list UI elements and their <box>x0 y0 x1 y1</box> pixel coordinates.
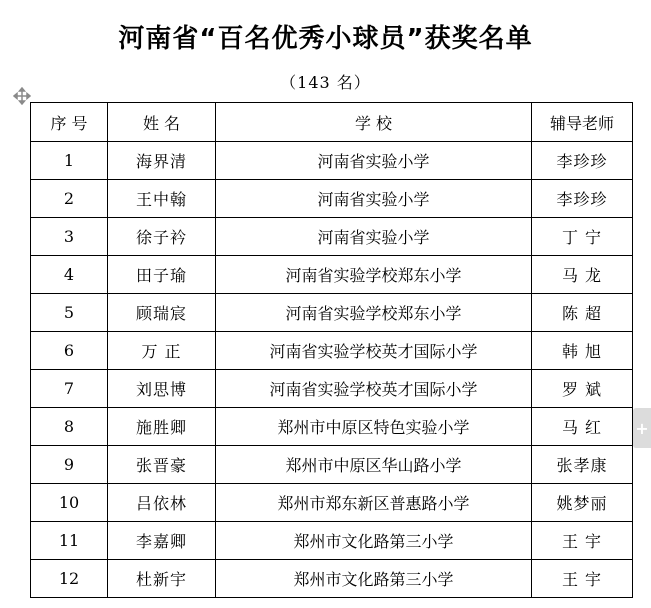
student-name: 海界清 <box>108 142 216 180</box>
row-number: 2 <box>31 180 108 218</box>
table-row <box>31 560 633 598</box>
teacher-name: 陈 超 <box>532 294 633 332</box>
student-name: 李嘉卿 <box>108 522 216 560</box>
row-number: 11 <box>31 522 108 560</box>
header-teacher: 辅导老师 <box>532 103 633 142</box>
student-name: 施胜卿 <box>108 408 216 446</box>
student-name: 杜新宇 <box>108 560 216 598</box>
school-name: 河南省实验小学 <box>216 218 532 256</box>
school-name: 郑州市中原区特色实验小学 <box>216 408 532 446</box>
table-row <box>31 218 633 256</box>
teacher-name: 姚梦丽 <box>532 484 633 522</box>
table-row <box>31 446 633 484</box>
table-row <box>31 484 633 522</box>
table-row <box>31 294 633 332</box>
row-number: 12 <box>31 560 108 598</box>
student-name: 田子瑜 <box>108 256 216 294</box>
side-expand-button[interactable] <box>633 408 651 448</box>
school-name: 郑州市郑东新区普惠路小学 <box>216 484 532 522</box>
teacher-name: 李珍珍 <box>532 180 633 218</box>
student-name: 张晋豪 <box>108 446 216 484</box>
school-name: 河南省实验小学 <box>216 142 532 180</box>
student-name: 刘思博 <box>108 370 216 408</box>
school-name: 河南省实验学校郑东小学 <box>216 256 532 294</box>
row-number: 3 <box>31 218 108 256</box>
row-number: 6 <box>31 332 108 370</box>
table-row <box>31 142 633 180</box>
student-name: 吕依林 <box>108 484 216 522</box>
student-name: 万 正 <box>108 332 216 370</box>
teacher-name: 王 宇 <box>532 560 633 598</box>
school-name: 河南省实验学校郑东小学 <box>216 294 532 332</box>
teacher-name: 韩 旭 <box>532 332 633 370</box>
row-number: 7 <box>31 370 108 408</box>
table-row <box>31 408 633 446</box>
table-row <box>31 370 633 408</box>
row-number: 1 <box>31 142 108 180</box>
student-name: 王中翰 <box>108 180 216 218</box>
school-name: 郑州市文化路第三小学 <box>216 522 532 560</box>
teacher-name: 张孝康 <box>532 446 633 484</box>
student-name: 顾瑞宸 <box>108 294 216 332</box>
table-row <box>31 180 633 218</box>
table-row <box>31 332 633 370</box>
teacher-name: 马 龙 <box>532 256 633 294</box>
document-title: 河南省“百名优秀小球员”获奖名单 <box>118 24 533 54</box>
teacher-name: 丁 宁 <box>532 218 633 256</box>
row-number: 5 <box>31 294 108 332</box>
table-header-row <box>31 103 633 142</box>
school-name: 河南省实验小学 <box>216 180 532 218</box>
row-number: 4 <box>31 256 108 294</box>
row-number: 9 <box>31 446 108 484</box>
header-number: 序 号 <box>31 103 108 142</box>
school-name: 河南省实验学校英才国际小学 <box>216 332 532 370</box>
header-school: 学 校 <box>216 103 532 142</box>
header-name: 姓 名 <box>108 103 216 142</box>
teacher-name: 王 宇 <box>532 522 633 560</box>
plus-icon: + <box>635 418 649 438</box>
table-row <box>31 256 633 294</box>
row-number: 8 <box>31 408 108 446</box>
document-subtitle: （143 名） <box>280 73 371 92</box>
table-move-handle-icon[interactable] <box>13 87 31 105</box>
school-name: 河南省实验学校英才国际小学 <box>216 370 532 408</box>
school-name: 郑州市中原区华山路小学 <box>216 446 532 484</box>
award-list-table <box>30 102 633 598</box>
teacher-name: 马 红 <box>532 408 633 446</box>
teacher-name: 李珍珍 <box>532 142 633 180</box>
student-name: 徐子衿 <box>108 218 216 256</box>
row-number: 10 <box>31 484 108 522</box>
teacher-name: 罗 斌 <box>532 370 633 408</box>
table-row <box>31 522 633 560</box>
school-name: 郑州市文化路第三小学 <box>216 560 532 598</box>
